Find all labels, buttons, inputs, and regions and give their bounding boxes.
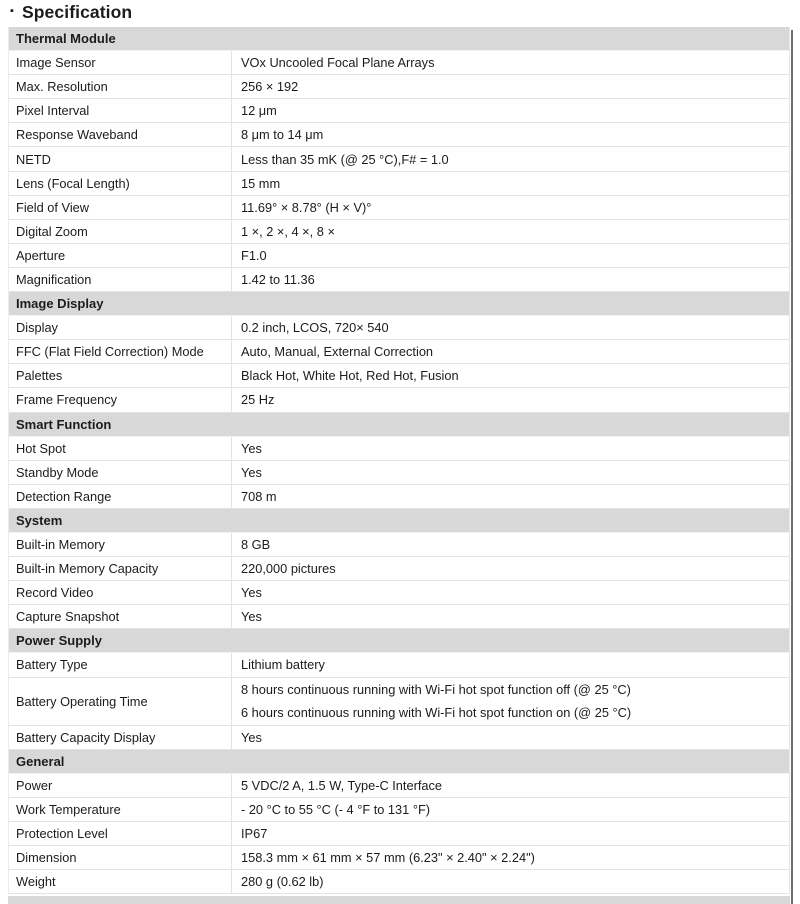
value-line: 12 μm xyxy=(241,103,277,119)
page-title xyxy=(10,2,132,23)
spec-value xyxy=(232,196,789,219)
spec-label: Palettes xyxy=(9,364,232,387)
spec-label: Built-in Memory Capacity xyxy=(9,557,232,580)
spec-row xyxy=(9,726,789,750)
spec-value xyxy=(232,172,789,195)
value-line: Yes xyxy=(241,585,262,601)
specification-table xyxy=(8,27,790,894)
spec-row xyxy=(9,653,789,677)
spec-value xyxy=(232,846,789,869)
value-line: IP67 xyxy=(241,826,268,842)
value-line: Yes xyxy=(241,729,262,745)
value-line: 256 × 192 xyxy=(241,79,299,95)
page-right-edge-line xyxy=(791,30,793,904)
spec-row xyxy=(9,364,789,388)
spec-value xyxy=(232,870,789,893)
spec-label: Digital Zoom xyxy=(9,220,232,243)
value-line: 1.42 to 11.36 xyxy=(241,271,315,287)
value-line: F1.0 xyxy=(241,247,267,263)
spec-row xyxy=(9,340,789,364)
spec-label: Aperture xyxy=(9,244,232,267)
spec-row xyxy=(9,268,789,292)
value-line: 0.2 inch, LCOS, 720× 540 xyxy=(241,320,389,336)
spec-value xyxy=(232,557,789,580)
spec-row xyxy=(9,99,789,123)
spec-value xyxy=(232,99,789,122)
spec-row xyxy=(9,870,789,894)
spec-value xyxy=(232,678,789,725)
spec-row xyxy=(9,123,789,147)
spec-label: Standby Mode xyxy=(9,461,232,484)
spec-label: Lens (Focal Length) xyxy=(9,172,232,195)
spec-value xyxy=(232,340,789,363)
spec-value xyxy=(232,822,789,845)
spec-row xyxy=(9,798,789,822)
spec-label: Magnification xyxy=(9,268,232,291)
spec-row xyxy=(9,316,789,340)
partial-next-section-header xyxy=(8,896,790,904)
spec-row xyxy=(9,220,789,244)
spec-value xyxy=(232,726,789,749)
spec-row xyxy=(9,581,789,605)
section-header: Thermal Module xyxy=(9,27,789,51)
spec-row xyxy=(9,196,789,220)
spec-label: Battery Type xyxy=(9,653,232,676)
spec-row xyxy=(9,51,789,75)
value-line: 15 mm xyxy=(241,175,281,191)
spec-row xyxy=(9,461,789,485)
spec-label: Pixel Interval xyxy=(9,99,232,122)
spec-value xyxy=(232,437,789,460)
spec-label: Image Sensor xyxy=(9,51,232,74)
value-line: 220,000 pictures xyxy=(241,561,336,577)
spec-row xyxy=(9,437,789,461)
spec-row xyxy=(9,388,789,412)
spec-label: Field of View xyxy=(9,196,232,219)
spec-value xyxy=(232,774,789,797)
spec-row xyxy=(9,605,789,629)
value-line: 280 g (0.62 lb) xyxy=(241,874,324,890)
spec-label: Power xyxy=(9,774,232,797)
value-line: 158.3 mm × 61 mm × 57 mm (6.23" × 2.40" × 2.24") xyxy=(241,850,535,866)
value-line: 6 hours continuous running with Wi-Fi hot spot function on (@ 25 °C) xyxy=(241,705,632,721)
spec-label: NETD xyxy=(9,147,232,170)
spec-label: Detection Range xyxy=(9,485,232,508)
section-header: Image Display xyxy=(9,292,789,316)
spec-value xyxy=(232,364,789,387)
page-title-text: Specification xyxy=(22,2,133,22)
spec-label: Max. Resolution xyxy=(9,75,232,98)
spec-label: Work Temperature xyxy=(9,798,232,821)
spec-row xyxy=(9,822,789,846)
spec-value xyxy=(232,461,789,484)
spec-value xyxy=(232,316,789,339)
section-header: Power Supply xyxy=(9,629,789,653)
spec-label: Display xyxy=(9,316,232,339)
value-line: Less than 35 mK (@ 25 °C),F# = 1.0 xyxy=(241,151,449,167)
spec-row xyxy=(9,172,789,196)
spec-row xyxy=(9,678,789,726)
value-line: VOx Uncooled Focal Plane Arrays xyxy=(241,55,435,71)
spec-row xyxy=(9,774,789,798)
spec-label: FFC (Flat Field Correction) Mode xyxy=(9,340,232,363)
value-line: 25 Hz xyxy=(241,392,275,408)
spec-row xyxy=(9,846,789,870)
value-line: 8 GB xyxy=(241,537,271,553)
spec-value xyxy=(232,147,789,170)
spec-label: Battery Operating Time xyxy=(9,678,232,725)
spec-label: Dimension xyxy=(9,846,232,869)
spec-label: Hot Spot xyxy=(9,437,232,460)
spec-label: Weight xyxy=(9,870,232,893)
value-line: 11.69° × 8.78° (H × V)° xyxy=(241,199,372,215)
spec-row xyxy=(9,533,789,557)
spec-row xyxy=(9,485,789,509)
value-line: 8 hours continuous running with Wi-Fi hot spot function off (@ 25 °C) xyxy=(241,682,631,698)
spec-value xyxy=(232,485,789,508)
spec-value xyxy=(232,244,789,267)
spec-label: Built-in Memory xyxy=(9,533,232,556)
spec-value xyxy=(232,388,789,411)
spec-value xyxy=(232,123,789,146)
value-line: Auto, Manual, External Correction xyxy=(241,344,434,360)
value-line: 5 VDC/2 A, 1.5 W, Type-C Interface xyxy=(241,777,443,793)
spec-value xyxy=(232,798,789,821)
spec-value xyxy=(232,75,789,98)
spec-label: Record Video xyxy=(9,581,232,604)
section-header: System xyxy=(9,509,789,533)
square-bullet-icon: ▪ xyxy=(10,5,14,17)
spec-label: Frame Frequency xyxy=(9,388,232,411)
value-line: Black Hot, White Hot, Red Hot, Fusion xyxy=(241,368,459,384)
spec-value xyxy=(232,533,789,556)
value-line: 708 m xyxy=(241,488,277,504)
value-line: - 20 °C to 55 °C (- 4 °F to 131 °F) xyxy=(241,802,431,818)
spec-row xyxy=(9,244,789,268)
spec-value xyxy=(232,268,789,291)
spec-label: Response Waveband xyxy=(9,123,232,146)
spec-value xyxy=(232,220,789,243)
section-header: General xyxy=(9,750,789,774)
spec-row xyxy=(9,75,789,99)
spec-row xyxy=(9,147,789,171)
spec-label: Capture Snapshot xyxy=(9,605,232,628)
value-line: Lithium battery xyxy=(241,657,325,673)
value-line: Yes xyxy=(241,609,262,625)
spec-row xyxy=(9,557,789,581)
spec-label: Protection Level xyxy=(9,822,232,845)
section-header: Smart Function xyxy=(9,413,789,437)
spec-value xyxy=(232,581,789,604)
value-line: Yes xyxy=(241,464,262,480)
spec-label: Battery Capacity Display xyxy=(9,726,232,749)
value-line: Yes xyxy=(241,440,262,456)
spec-value xyxy=(232,51,789,74)
value-line: 8 μm to 14 μm xyxy=(241,127,324,143)
spec-value xyxy=(232,653,789,676)
value-line: 1 ×, 2 ×, 4 ×, 8 × xyxy=(241,223,335,239)
spec-value xyxy=(232,605,789,628)
